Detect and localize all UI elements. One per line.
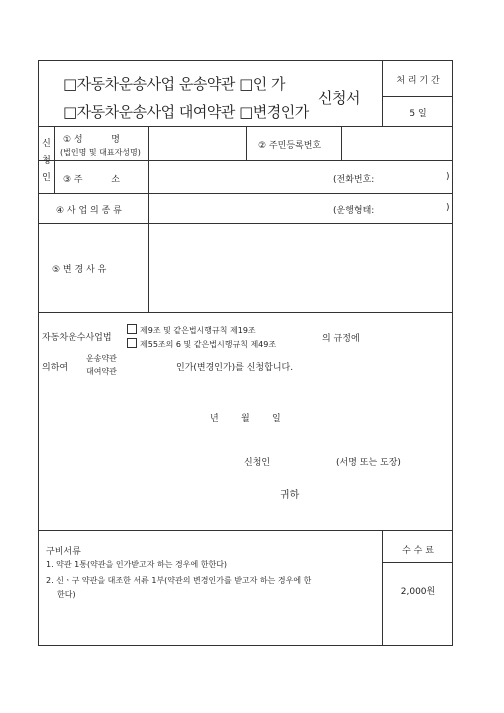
operation-type-close: ) (446, 203, 450, 213)
address-label: ③ 주 소 (63, 175, 120, 185)
required-doc-1: 1. 약관 1통(약관을 인가받고자 하는 경우에 한한다) (46, 560, 228, 569)
processing-period-value: 5 일 (409, 109, 427, 119)
required-doc-2-line-2: 한다) (57, 590, 76, 599)
applicant-signature-label: 신청인 (244, 458, 271, 468)
checkbox-article-55-6[interactable] (127, 338, 137, 348)
processing-period-label: 처 리 기 간 (396, 76, 440, 86)
law-name: 자동차운수사업법 (42, 333, 112, 343)
title-line-2: □자동차운송사업 대여약관 □변경인가 (63, 103, 309, 121)
divider-applicant-side (54, 126, 55, 193)
option-article-55-6[interactable]: 제55조의 6 및 같은법시행규칙 제49조 (127, 338, 276, 350)
applicant-side-char-3: 인 (42, 173, 51, 183)
id-number-field[interactable] (342, 127, 452, 159)
checkbox-article-9[interactable] (127, 324, 137, 334)
divider-header-vertical (382, 60, 383, 126)
required-docs-title: 구비서류 (46, 547, 81, 557)
divider-id-left (246, 126, 247, 160)
id-number-label: ② 주민등록번호 (258, 141, 322, 151)
operation-type-label: (운행형태: (333, 206, 375, 216)
recipient-label: 귀하 (280, 490, 300, 501)
phone-close: ) (446, 172, 450, 182)
provision-suffix: 의 규정에 (322, 334, 360, 344)
name-sublabel: (법인명 및 대표자성명) (60, 148, 141, 157)
divider-processing (382, 96, 453, 97)
required-doc-2-line-1: 2. 신ㆍ구 약관을 대조한 서류 1부(약관의 변경인가를 받고자 하는 경우에 한 (46, 576, 312, 585)
phone-label: (전화번호: (333, 175, 375, 185)
fee-label: 수 수 료 (402, 546, 434, 556)
business-type-label: ④ 사 업 의 종 류 (56, 206, 122, 216)
applicant-side-char-2: 청 (42, 156, 51, 166)
applicant-side-char-1: 신 (42, 139, 51, 149)
divider-reason-row (38, 312, 453, 313)
sign-or-stamp-label: (서명 또는 도장) (336, 458, 401, 468)
title-suffix: 신청서 (318, 89, 360, 107)
change-reason-field[interactable] (149, 224, 452, 311)
type-rental-terms: 대여약관 (86, 367, 117, 376)
title-line-1: □자동차운송사업 운송약관 □인 가 (63, 75, 286, 93)
according-text: 의하여 (42, 363, 69, 373)
name-field[interactable] (149, 127, 245, 159)
option-article-9[interactable]: 제9조 및 같은법시행규칙 제19조 (127, 324, 256, 336)
address-field[interactable] (149, 161, 329, 192)
divider-body (38, 530, 453, 531)
date-day: 일 (272, 414, 281, 424)
divider-fee-vertical (382, 530, 383, 646)
date-month: 월 (241, 414, 250, 424)
request-text: 인가(변경인가)를 신청합니다. (176, 363, 294, 373)
fee-value: 2,000원 (400, 587, 436, 597)
type-transport-terms: 운송약관 (86, 354, 117, 363)
change-reason-label: ⑤ 변 경 사 유 (52, 265, 107, 275)
business-type-field[interactable] (149, 194, 329, 222)
date-year: 년 (210, 414, 219, 424)
name-label: ① 성 명 (63, 135, 120, 145)
divider-fee (382, 562, 453, 563)
